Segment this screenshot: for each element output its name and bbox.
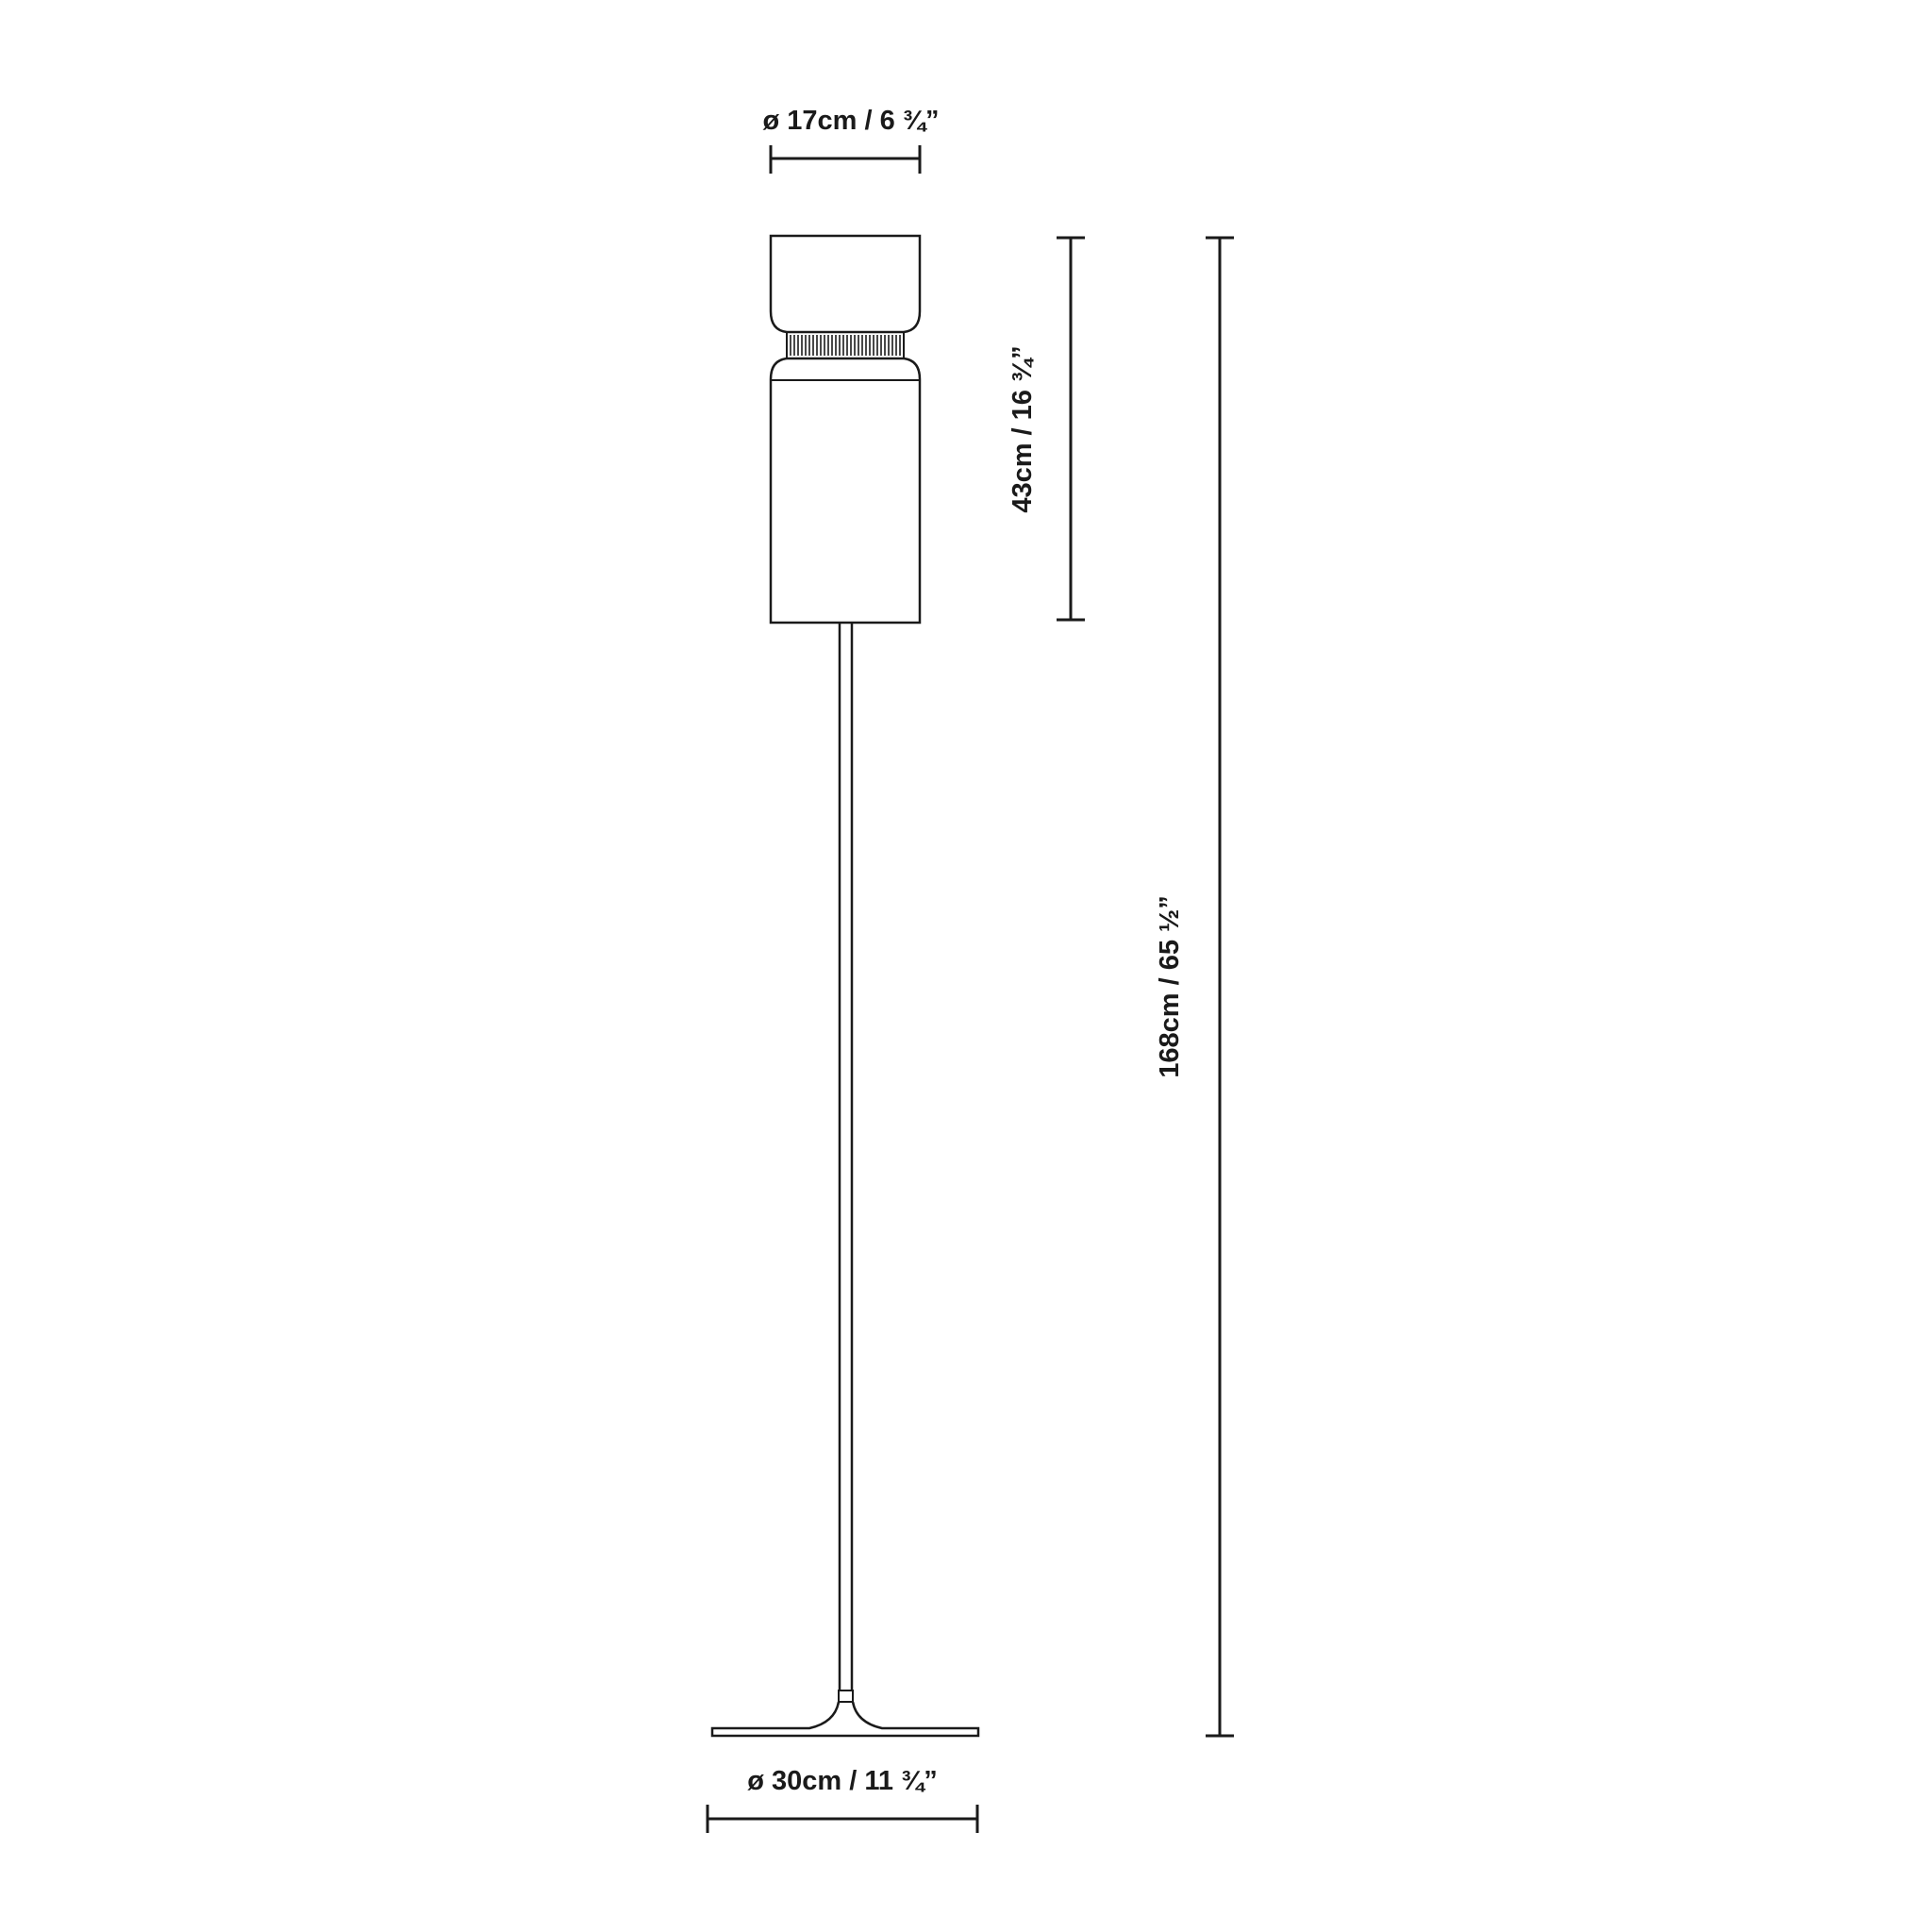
shade-height-dimension	[1008, 238, 1085, 620]
head-diameter-label: ø 17cm / 6 ¾”	[762, 106, 940, 136]
total-height-label: 168cm / 65 ½”	[1155, 895, 1185, 1078]
stem	[839, 623, 853, 1702]
shade-height-label: 43cm / 16 ¾”	[1008, 345, 1038, 513]
base	[712, 1702, 978, 1736]
lamp-illustration	[712, 236, 978, 1736]
head-diameter-dimension	[763, 106, 940, 174]
ribbed-collar	[787, 332, 904, 358]
lower-shade	[771, 358, 920, 623]
upper-shade	[771, 236, 920, 332]
base-diameter-dimension	[708, 1766, 977, 1833]
base-diameter-label: ø 30cm / 11 ¾”	[747, 1766, 938, 1796]
total-height-dimension	[1155, 238, 1234, 1736]
